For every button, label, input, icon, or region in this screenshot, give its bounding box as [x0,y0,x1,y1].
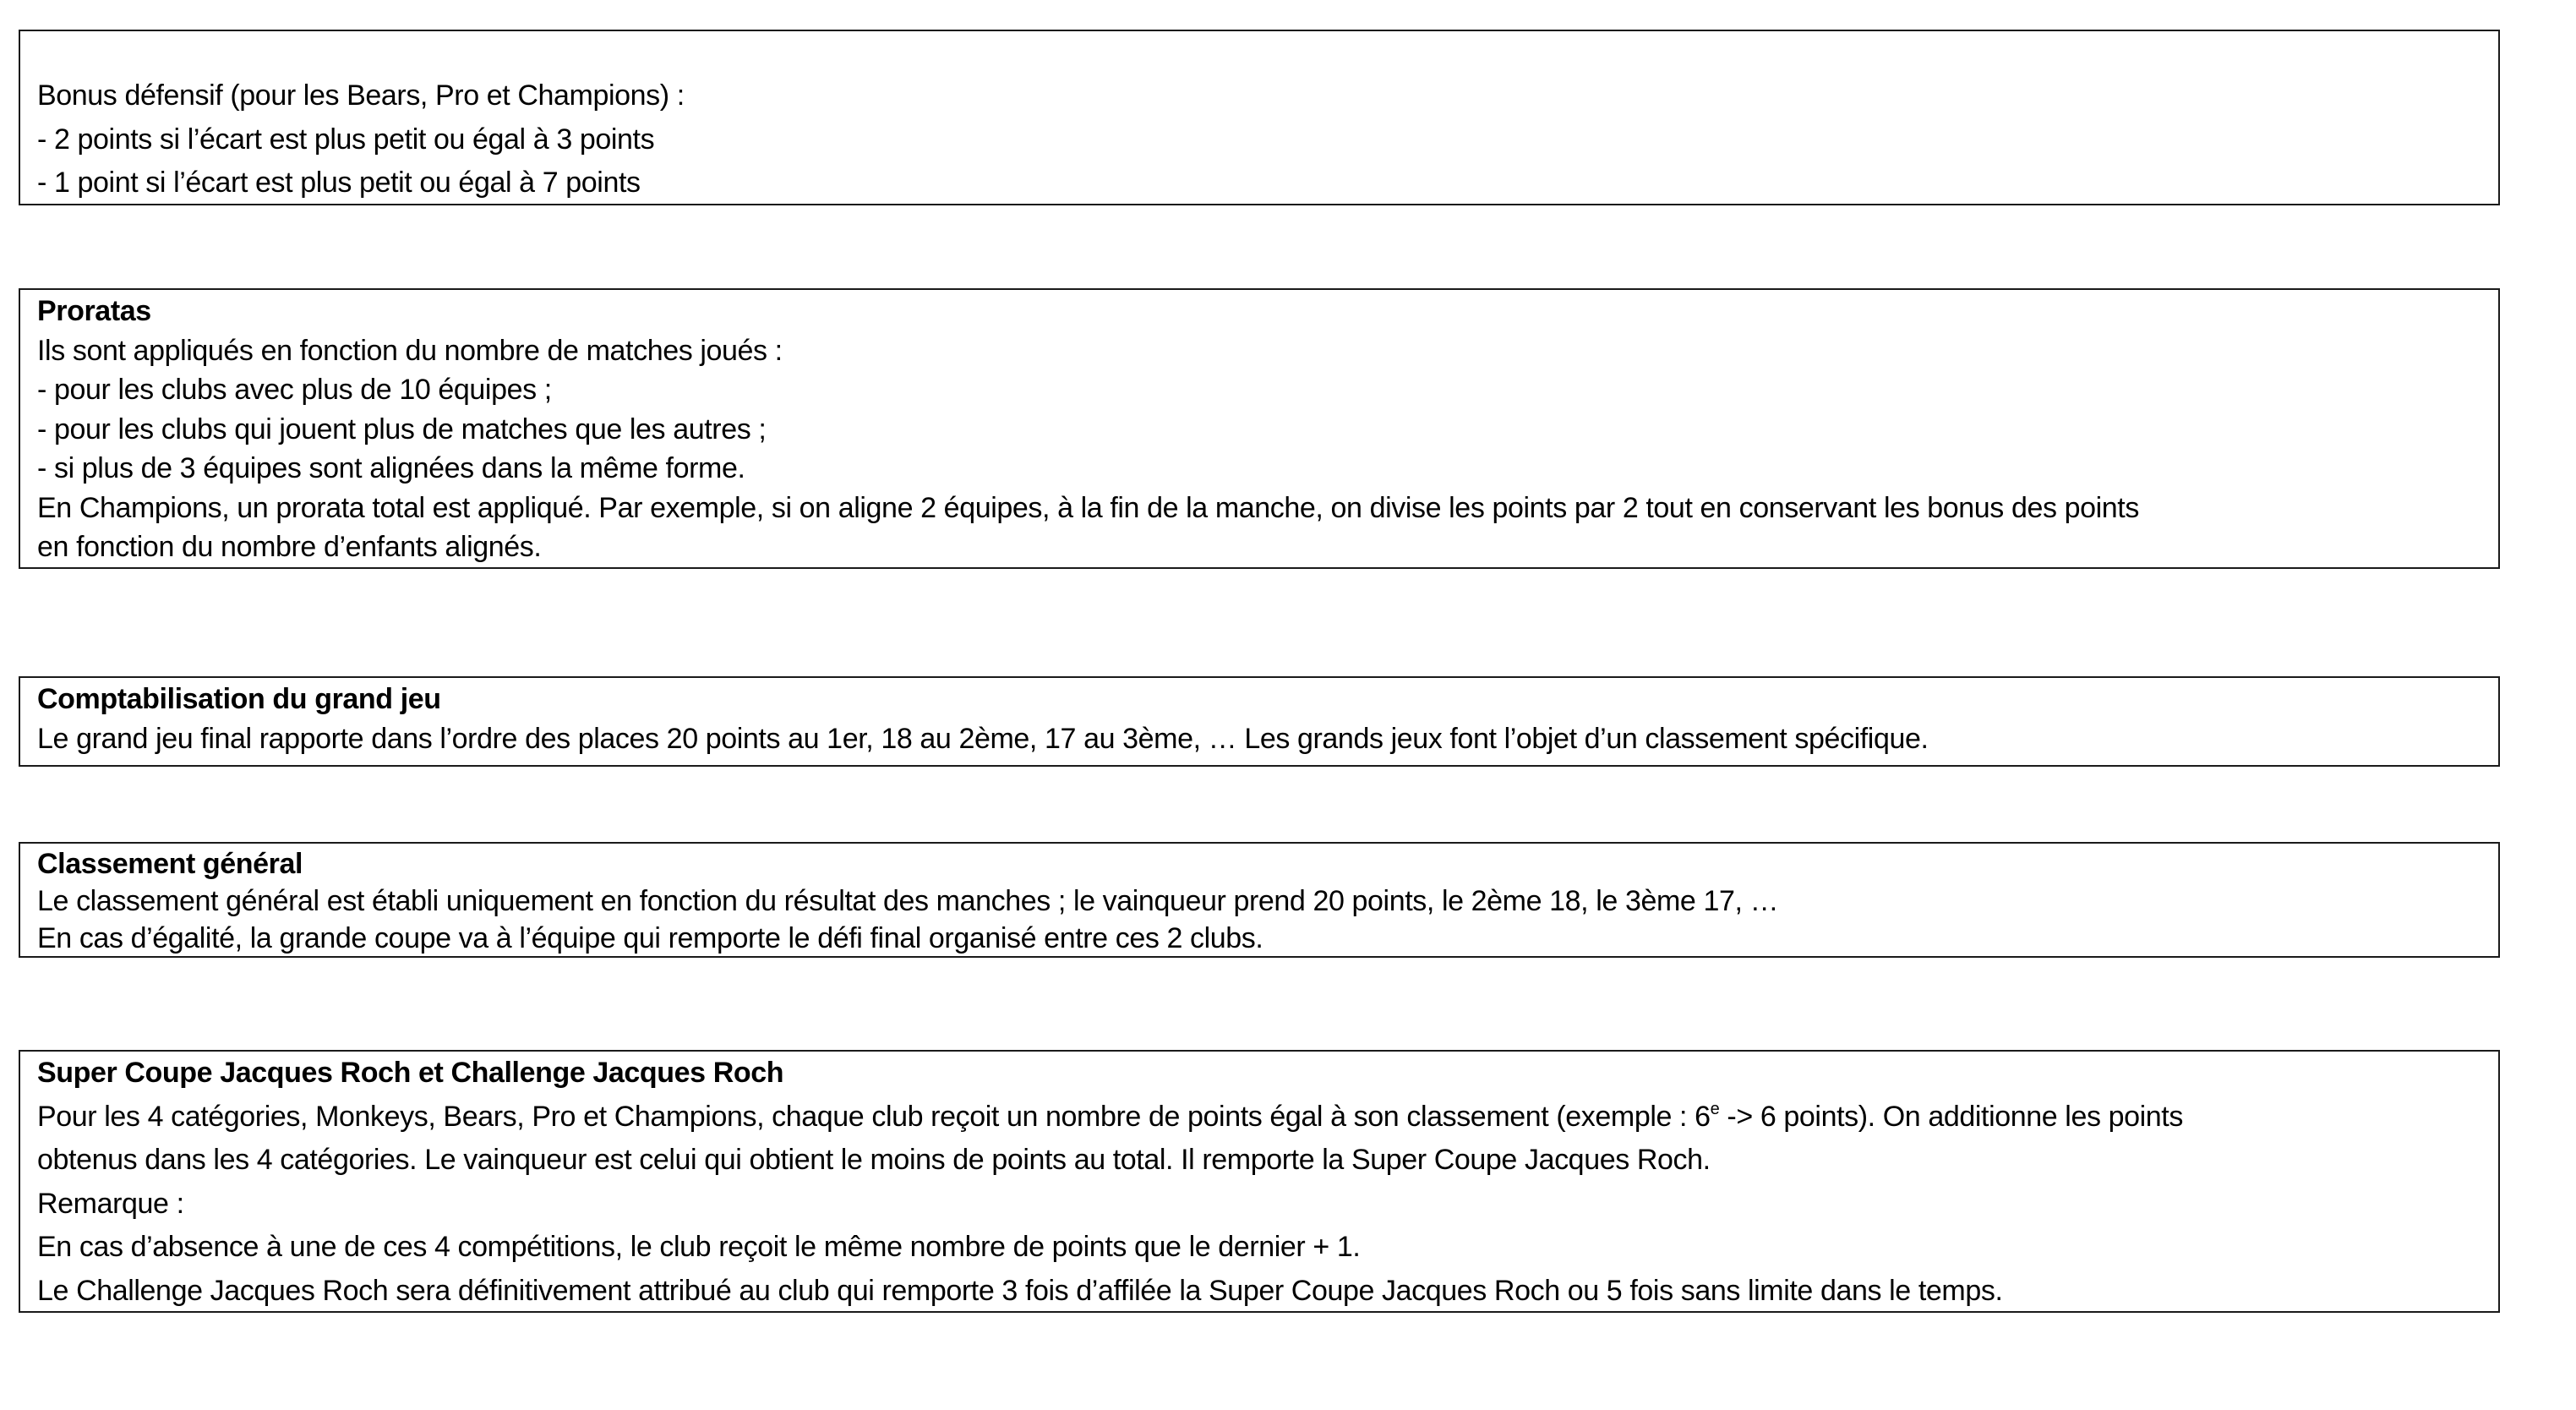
section-title: Proratas [37,295,151,327]
section-text-line [37,1096,2485,1139]
section-classement-general [19,842,2500,958]
section-text-line: - pour les clubs avec plus de 10 équipes ; [37,374,552,406]
section-text-line: Le Challenge Jacques Roch sera définitivement attribué au club qui remporte 3 fois d’affilée la Super Coupe Jacques Roch ou 5 fois sans limite dans le temps. [37,1274,2003,1307]
section-text-line: En Champions, un prorata total est appliqué. Par exemple, si on aligne 2 équipes, à la fin de la manche, on divise les points par 2 tout en conservant les bonus des points [37,491,2139,524]
section-bonus-defensif [19,30,2500,205]
section-text-line: obtenus dans les 4 catégories. Le vainqueur est celui qui obtient le moins de points au total. Il remporte la Super Coupe Jacques Roch. [37,1144,1711,1176]
text-segment: Pour les 4 catégories, Monkeys, Bears, Pro et Champions, chaque club reçoit un nombre de points égal à son classement (exemple : 6 [37,1100,1711,1133]
section-text-line: En cas d’égalité, la grande coupe va à l’équipe qui remporte le défi final organisé entre ces 2 clubs. [37,922,1263,954]
section-grand-jeu [19,676,2500,767]
section-text-line: Ils sont appliqués en fonction du nombre de matches joués : [37,334,783,367]
section-text-line: - si plus de 3 équipes sont alignées dans la même forme. [37,452,745,484]
section-text-line: Le classement général est établi uniquement en fonction du résultat des manches ; le vainqueur prend 20 points, le 2ème 18, le 3ème 17, … [37,885,1779,917]
section-proratas [19,288,2500,569]
section-text-line: Bonus défensif (pour les Bears, Pro et Champions) : [37,79,685,112]
section-text-line: en fonction du nombre d’enfants alignés. [37,531,542,563]
section-text-line: - 1 point si l’écart est plus petit ou égal à 7 points [37,167,641,199]
section-title: Super Coupe Jacques Roch et Challenge Jacques Roch [37,1057,784,1089]
ordinal-superscript: e [1710,1099,1720,1118]
section-text-line: - 2 points si l’écart est plus petit ou égal à 3 points [37,123,655,156]
text-segment: -> 6 points). On additionne les points [1719,1100,2183,1133]
section-title: Classement général [37,848,303,880]
section-text-line: Le grand jeu final rapporte dans l’ordre des places 20 points au 1er, 18 au 2ème, 17 au 3ème, … Les grands jeux font l’objet d’un classement spécifique. [37,722,1929,755]
section-title: Comptabilisation du grand jeu [37,683,441,715]
section-super-coupe [19,1050,2500,1313]
section-text-line: En cas d’absence à une de ces 4 compétitions, le club reçoit le même nombre de points que le dernier + 1. [37,1231,1361,1263]
section-text-line: Remarque : [37,1187,184,1220]
section-text-line: - pour les clubs qui jouent plus de matches que les autres ; [37,413,767,445]
